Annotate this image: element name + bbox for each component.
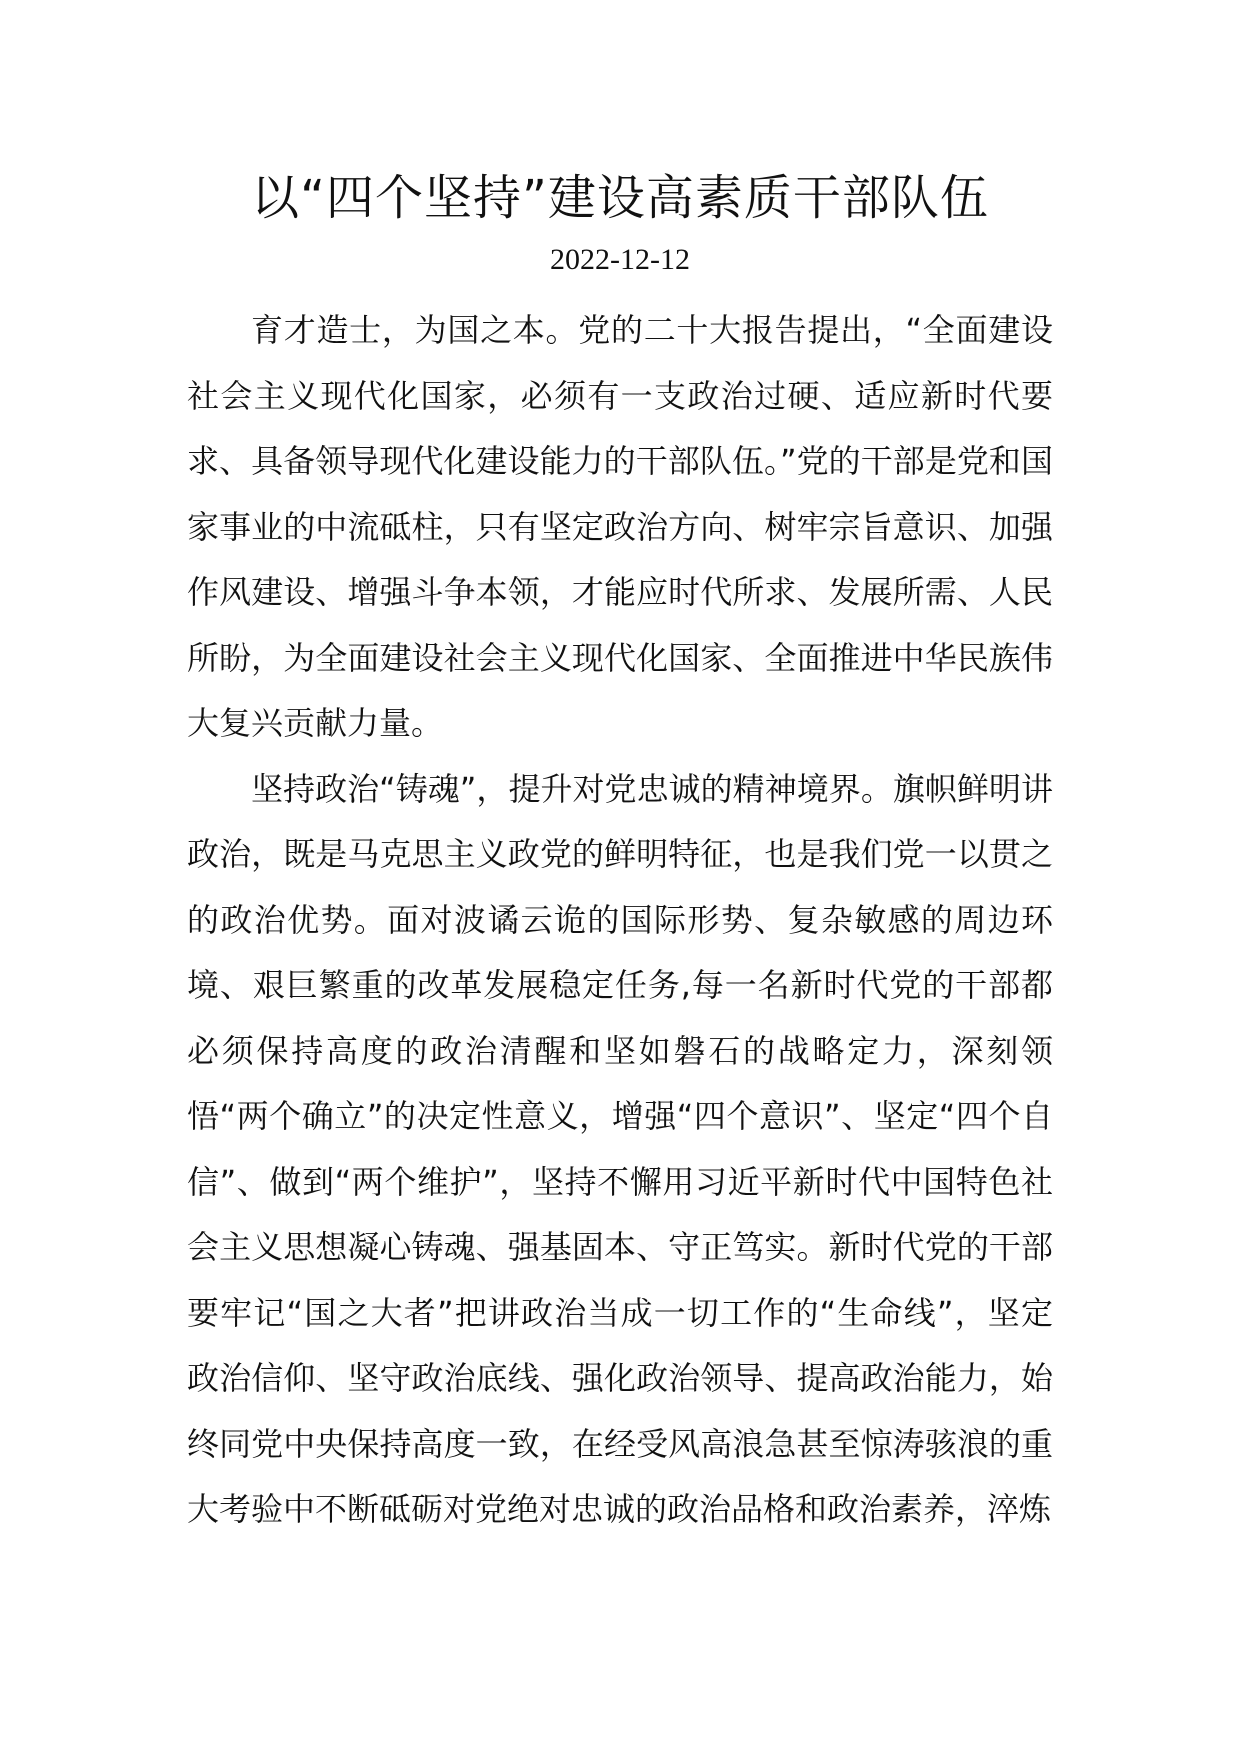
paragraph: 育才造士，为国之本。党的二十大报告提出，“全面建设社会主义现代化国家，必须有一支政治过硬、适应新时代要求、具备领导现代化建设能力的干部队伍。”党的干部是党和国家事业的中流砥柱，只有坚定政治方向、树牢宗旨意识、加强作风建设、增强斗争本领，才能应时代所求、发展所需、人民所盼，为全面建设社会主义现代化国家、全面推进中华民族伟大复兴贡献力量。 (187, 311, 1053, 742)
document-body (187, 298, 1053, 1543)
paragraph: 坚持政治“铸魂”，提升对党忠诚的精神境界。旗帜鲜明讲政治，既是马克思主义政党的鲜明特征，也是我们党一以贯之的政治优势。面对波谲云诡的国际形势、复杂敏感的周边环境、艰巨繁重的改革发展稳定任务,每一名新时代党的干部都必须保持高度的政治清醒和坚如磐石的战略定力，深刻领悟“两个确立”的决定性意义，增强“四个意识”、坚定“四个自信”、做到“两个维护”，坚持不懈用习近平新时代中国特色社会主义思想凝心铸魂、强基固本、守正笃实。新时代党的干部要牢记“国之大者”把讲政治当成一切工作的“生命线”，坚定政治信仰、坚守政治底线、强化政治领导、提高政治能力，始终同党中央保持高度一致，在经受风高浪急甚至惊涛骇浪的重大考验中不断砥砺对党绝对忠诚的政治品格和政治素养，淬炼 (187, 769, 1053, 1528)
document-date: 2022-12-12 (550, 243, 690, 276)
document-title: 以“四个坚持”建设高素质干部队伍 (251, 170, 989, 226)
